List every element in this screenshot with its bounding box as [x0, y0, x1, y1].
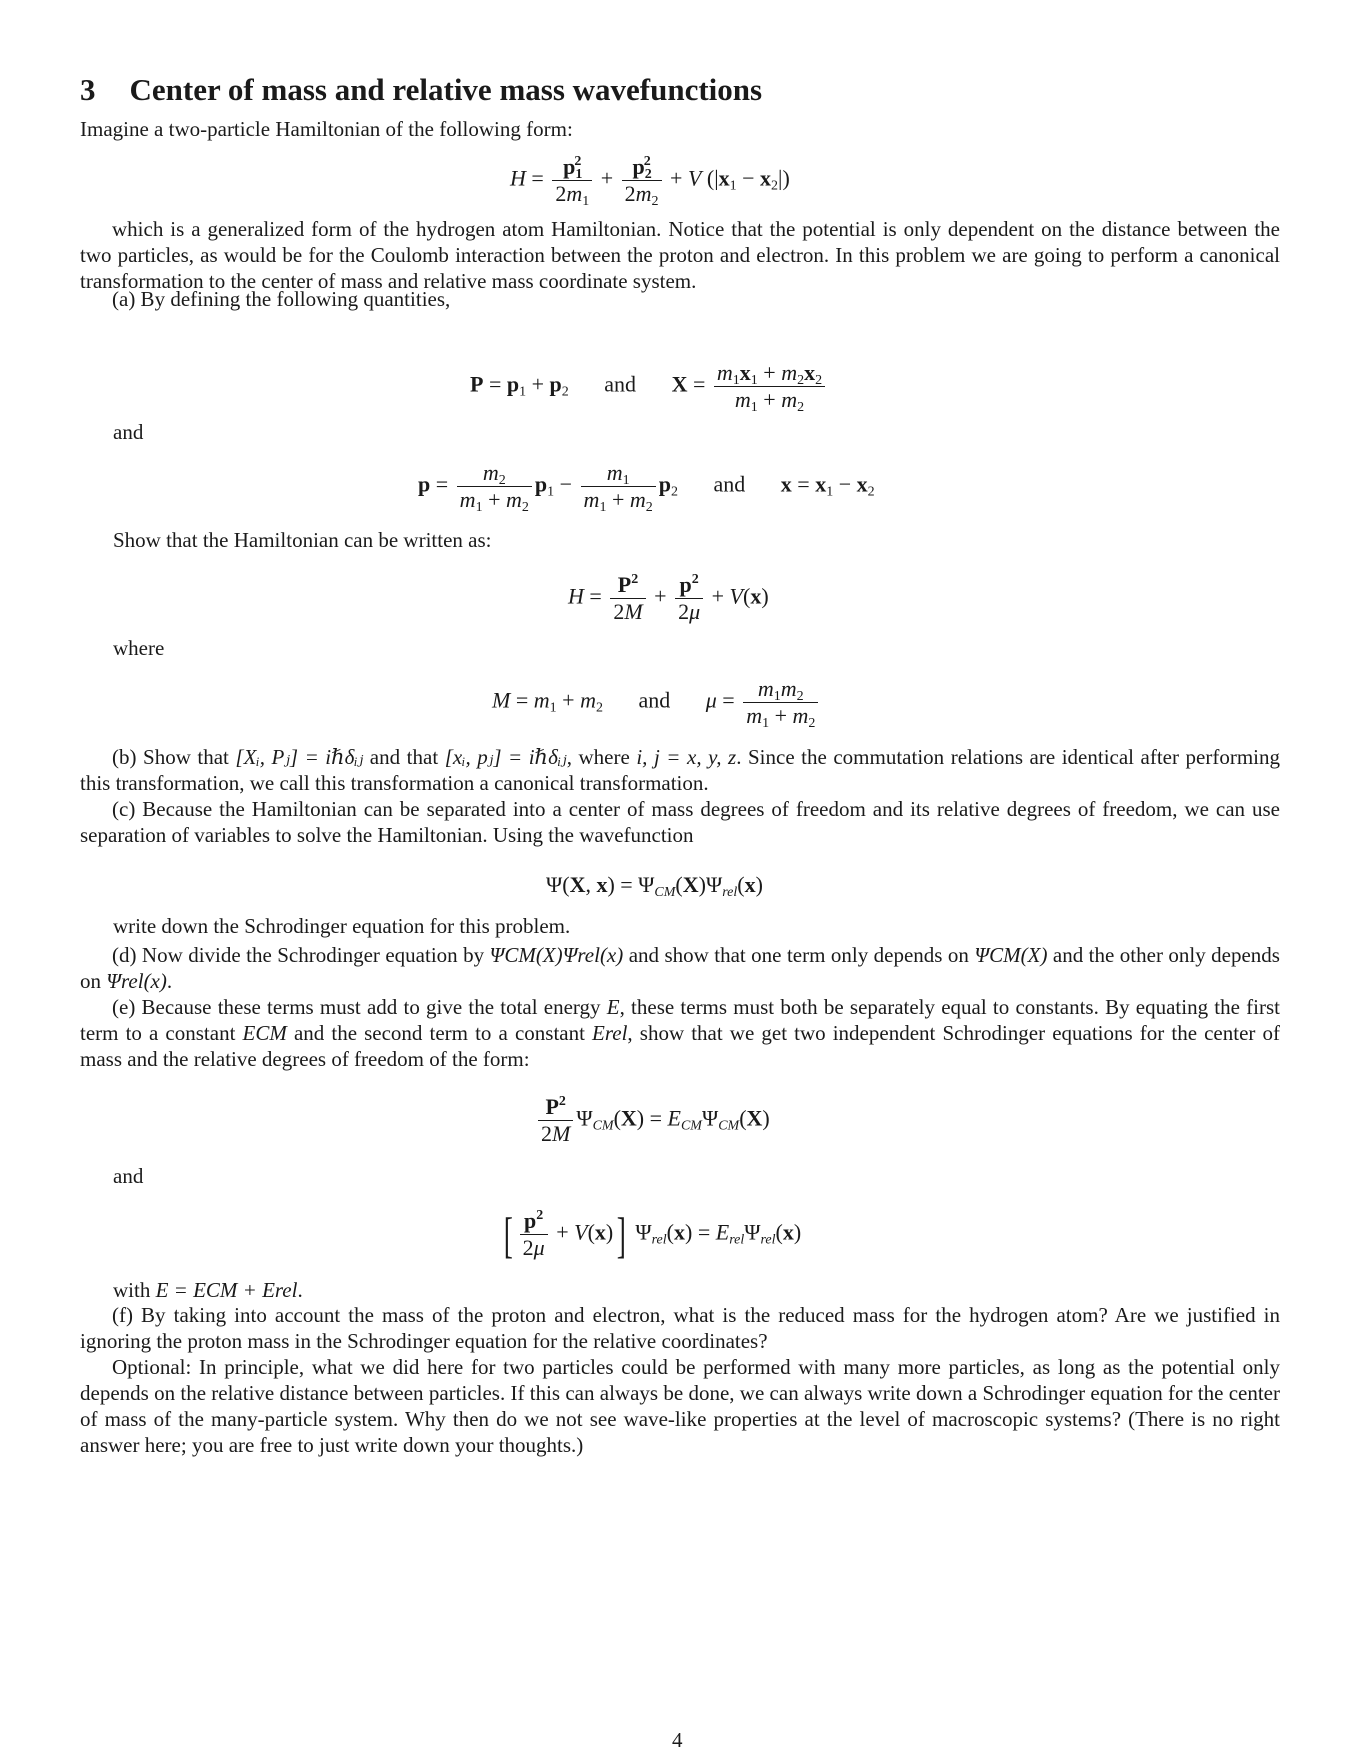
part-d-text-2: and show that one term only depends on	[623, 943, 975, 967]
psi-cm-rel-product: ΨCM(X)Ψrel(x)	[489, 943, 624, 967]
equation-relative-schrodinger: [ $\frac{p^2}{2\mu}$ + V(x)] $\Psi_{rel}(x) = E_{rel}\Psi_{rel}(x)$	[503, 1206, 802, 1263]
with-text: with	[113, 1278, 156, 1302]
psi-cm: ΨCM(X)	[974, 943, 1048, 967]
part-e-text-2: , these terms must both be separately equal to constants. By equating the first term to a constant	[80, 995, 1280, 1045]
and-connector: and	[604, 371, 637, 397]
part-c-paragraph: (c) Because the Hamiltonian can be separated into a center of mass degrees of freedom and its relative degrees of freedom, we can use separation of variables to solve the Hamiltonian. Using the wavefunction	[80, 797, 1280, 847]
write-down-text: write down the Schrodinger equation for this problem.	[113, 914, 571, 938]
energy-sum: E = ECM + Erel	[155, 1278, 298, 1302]
part-e-paragraph	[80, 994, 1280, 1072]
part-d-text-1: (d) Now divide the Schrodinger equation by	[112, 943, 490, 967]
and-word-1: and	[113, 420, 144, 444]
where-word: where	[113, 636, 165, 660]
part-a-paragraph: (a) By defining the following quantities,	[112, 287, 451, 311]
section-title: Center of mass and relative mass wavefunctions	[129, 72, 763, 107]
intro-paragraph: Imagine a two-particle Hamiltonian of the following form:	[80, 117, 573, 141]
equation-separated-hamiltonian: H = $\frac{P^2}{2M}$ + $\frac{p^2}{2\mu}$ + V(x)	[568, 572, 769, 624]
and-word-2: and	[113, 1164, 144, 1188]
part-b-text-3: , where	[566, 745, 637, 769]
index-range: i, j = x, y, z	[636, 745, 737, 769]
equation-relative-definitions: p = $\frac{m_2}{m_1 + m_2}$ $p_1$ − $\frac{m_1}{m_1 + m_2}$ $p_2$ and $x = x_1 - x_2$	[418, 460, 875, 515]
part-b-text-1: (b) Show that	[112, 745, 236, 769]
part-b-text-4: . Since the commutation relations are identical after performing this transformation, we call this transformation a canonical transformation.	[80, 745, 1280, 795]
optional-paragraph: Optional: In principle, what we did here for two particles could be performed with many more particles, as long as the potential only depends on the relative distance between particles. If this can always be done, we can always write down a Schrodinger equation for the center of mass of the many-particle system. Why then do we not see wave-like properties at the level of macroscopic systems? (There is no right answer here; you are free to just write down your thoughts.)	[80, 1355, 1280, 1457]
and-connector: and	[638, 687, 671, 713]
with-end-text: .	[297, 1278, 303, 1302]
commutator-rel: [xᵢ, pⱼ] = iℏδᵢⱼ	[444, 745, 567, 769]
part-d-text-3: and the other only depends on	[80, 943, 1280, 993]
equation-mass-definitions: $M = m_1 + m_2$ and μ = $\frac{m_1m_2}{m_1 + m_2}$	[492, 676, 821, 729]
show-that-text: Show that the Hamiltonian can be written as:	[113, 528, 492, 552]
paragraph-generalized-form: which is a generalized form of the hydrogen atom Hamiltonian. Notice that the potential is only dependent on the distance between the two particles, as would be for the Coulomb interaction between the proton and electron. In this problem we are going to perform a canonical transformation to the center of mass and relative mass coordinate system.	[80, 217, 1280, 293]
equation-hamiltonian-two-particle: H = $\frac{p_1^2}{2m_1}$ + $\frac{p_2^2}{2m_2}$ + V $(|x_1 - x_2|)$	[510, 154, 790, 209]
equation-product-wavefunction: Ψ(X, $x) = \Psi_{CM}(X)\Psi_{rel}(x)$	[546, 872, 763, 900]
energy-erel: Erel	[592, 1021, 628, 1045]
part-d-text-4: .	[166, 969, 173, 993]
part-f-paragraph: (f) By taking into account the mass of the proton and electron, what is the reduced mass for the hydrogen atom? Are we justified in ignoring the proton mass in the Schrodinger equation for the relative coordinates?	[80, 1303, 1280, 1353]
with-energy-sum	[113, 1278, 303, 1303]
equation-center-of-mass-definitions: $P = p_1 + p_2$ and X = $\frac{m_1x_1 + m_2x_2}{m_1 + m_2}$	[470, 360, 828, 413]
psi-rel: Ψrel(x)	[106, 969, 167, 993]
equation-center-of-mass-schrodinger: $\frac{P^2}{2M}$ $\Psi_{CM}(X) = E_{CM}\Psi_{CM}(X)$	[535, 1094, 770, 1147]
commutator-cm: [Xᵢ, Pⱼ] = iℏδᵢⱼ	[235, 745, 364, 769]
part-b-text-2: and that	[363, 745, 445, 769]
part-e-text-4: , show that we get two independent Schrodinger equations for the center of mass and the relative degrees of freedom of the form:	[80, 1021, 1280, 1071]
part-b-paragraph	[80, 744, 1280, 796]
and-connector: and	[713, 471, 746, 497]
part-e-text-1: (e) Because these terms must add to give the total energy	[112, 995, 607, 1019]
part-e-text-3: and the second term to a constant	[286, 1021, 593, 1045]
section-heading	[80, 72, 762, 108]
part-d-paragraph	[80, 942, 1280, 994]
energy-e: E	[606, 995, 620, 1019]
energy-ecm: ECM	[242, 1021, 287, 1045]
section-number: 3	[80, 72, 96, 107]
page-number: 4	[672, 1728, 683, 1752]
